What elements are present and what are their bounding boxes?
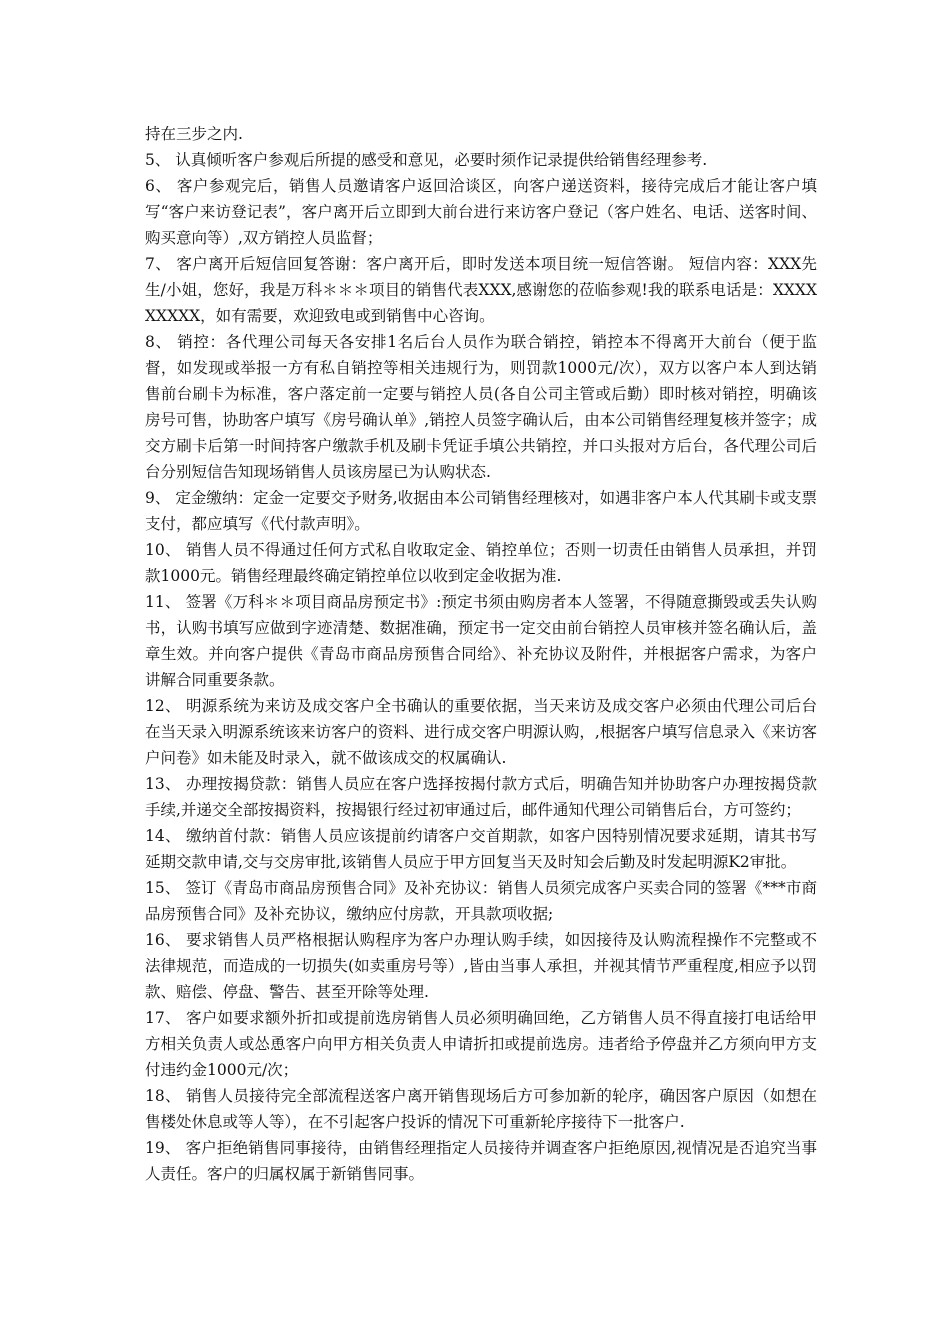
paragraph-item-7: 7、 客户离开后短信回复答谢：客户离开后，即时发送本项目统一短信答谢。 短信内容：XXX先生/小姐，您好，我是万科＊＊＊项目的销售代表XXX,感谢您的莅临参观!我的联系电话是：XXXXXXXXX，如有需要，欢迎致电或到销售中心咨询。 (145, 255, 817, 325)
paragraph-item-6: 6、 客户参观完后，销售人员邀请客户返回洽谈区，向客户递送资料，接待完成后才能让客户填写“客户来访登记表”，客户离开后立即到大前台进行来访客户登记（客户姓名、电话、送客时间、购买意向等）,双方销控人员监督； (145, 177, 817, 247)
document-page (145, 121, 817, 1187)
paragraph-item-18: 18、 销售人员接待完全部流程送客户离开销售现场后方可参加新的轮序，确因客户原因（如想在售楼处休息或等人等），在不引起客户投诉的情况下可重新轮序接待下一批客户. (145, 1087, 817, 1131)
paragraph-item-9: 9、 定金缴纳：定金一定要交予财务,收据由本公司销售经理核对，如遇非客户本人代其刷卡或支票支付，都应填写《代付款声明》。 (145, 489, 817, 533)
paragraph-item-19: 19、 客户拒绝销售同事接待，由销售经理指定人员接待并调查客户拒绝原因,视情况是否追究当事人责任。客户的归属权属于新销售同事。 (145, 1139, 817, 1183)
paragraph-item-14: 14、 缴纳首付款：销售人员应该提前约请客户交首期款，如客户因特别情况要求延期，请其书写延期交款申请,交与交房审批,该销售人员应于甲方回复当天及时知会后勤及时发起明源K2审批。 (145, 827, 817, 871)
paragraph-item-11: 11、 签署《万科＊＊项目商品房预定书》:预定书须由购房者本人签署，不得随意撕毁或丢失认购书，认购书填写应做到字迹清楚、数据准确，预定书一定交由前台销控人员审核并签名确认后，盖章生效。并向客户提供《青岛市商品房预售合同给》、补充协议及附件，并根据客户需求，为客户讲解合同重要条款。 (145, 593, 817, 689)
paragraph-item-10: 10、 销售人员不得通过任何方式私自收取定金、销控单位；否则一切责任由销售人员承担，并罚款1000元。销售经理最终确定销控单位以收到定金收据为准. (145, 541, 817, 585)
paragraph-item-12: 12、 明源系统为来访及成交客户全书确认的重要依据，当天来访及成交客户必须由代理公司后台在当天录入明源系统该来访客户的资料、进行成交客户明源认购，,根据客户填写信息录入《来访客户问卷》如未能及时录入，就不做该成交的权属确认. (145, 697, 817, 767)
paragraph-item-8: 8、 销控：各代理公司每天各安排1名后台人员作为联合销控，销控本不得离开大前台（便于监督，如发现或举报一方有私自销控等相关违规行为，则罚款1000元/次），双方以客户本人到达销售前台刷卡为标准，客户落定前一定要与销控人员(各自公司主管或后勤）即时核对销控，明确该房号可售，协助客户填写《房号确认单》,销控人员签字确认后，由本公司销售经理复核并签字；成交方刷卡后第一时间持客户缴款手机及刷卡凭证手填公共销控，并口头报对方后台，各代理公司后台分别短信告知现场销售人员该房屋已为认购状态. (145, 333, 817, 481)
paragraph-item-15: 15、 签订《青岛市商品房预售合同》及补充协议：销售人员须完成客户买卖合同的签署《***市商品房预售合同》及补充协议，缴纳应付房款，开具款项收据; (145, 879, 817, 923)
paragraph-item-17: 17、 客户如要求额外折扣或提前选房销售人员必须明确回绝，乙方销售人员不得直接打电话给甲方相关负责人或怂恿客户向甲方相关负责人申请折扣或提前选房。违者给予停盘并乙方须向甲方支付违约金1000元/次； (145, 1009, 817, 1079)
paragraph-item-16: 16、 要求销售人员严格根据认购程序为客户办理认购手续，如因接待及认购流程操作不完整或不法律规范，而造成的一切损失(如卖重房号等）,皆由当事人承担，并视其情节严重程度,相应予以罚款、赔偿、停盘、警告、甚至开除等处理. (145, 931, 817, 1001)
paragraph-continuation: 持在三步之内. (145, 125, 243, 143)
paragraph-item-13: 13、 办理按揭贷款：销售人员应在客户选择按揭付款方式后，明确告知并协助客户办理按揭贷款手续,并递交全部按揭资料，按揭银行经过初审通过后，邮件通知代理公司销售后台，方可签约； (145, 775, 817, 819)
paragraph-item-5: 5、 认真倾听客户参观后所提的感受和意见，必要时须作记录提供给销售经理参考. (145, 151, 708, 169)
